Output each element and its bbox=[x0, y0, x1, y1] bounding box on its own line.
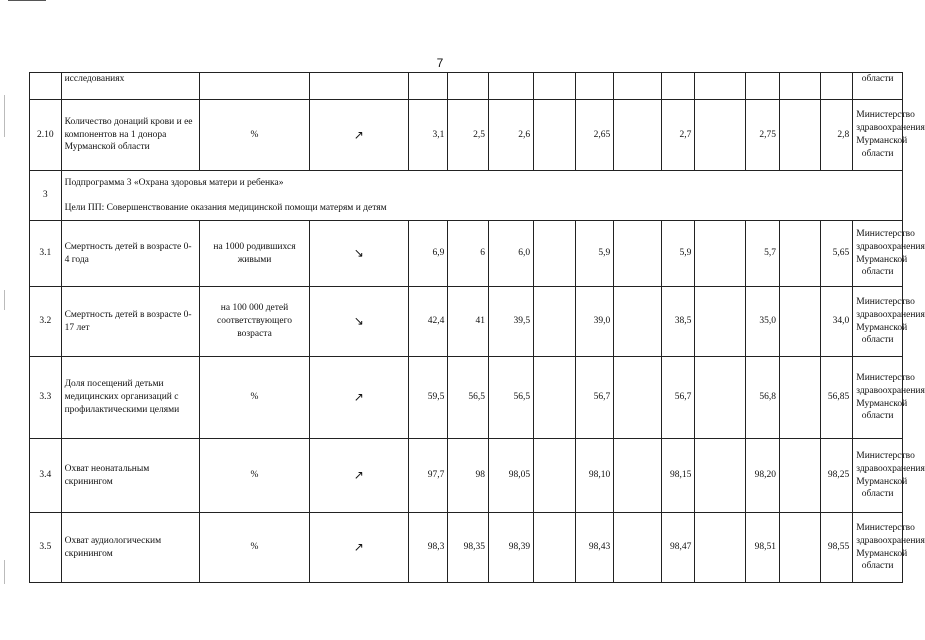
indicators-table bbox=[29, 72, 925, 583]
row-number-cell: 3.2 bbox=[30, 287, 62, 357]
value-cell: 2,6 bbox=[489, 100, 534, 171]
value-cell: 35,0 bbox=[746, 287, 780, 357]
value-cell bbox=[534, 100, 576, 171]
value-cell: 98,47 bbox=[661, 513, 695, 583]
row-number-cell: 3.1 bbox=[30, 221, 62, 287]
value-cell bbox=[695, 221, 746, 287]
value-cell: 5,65 bbox=[820, 221, 853, 287]
value-cell: 56,7 bbox=[661, 357, 695, 439]
value-cell bbox=[779, 513, 820, 583]
value-cell: 5,7 bbox=[746, 221, 780, 287]
indicator-name-cell: Количество донаций крови и ее компонентов на 1 донора Мурманской области bbox=[61, 100, 200, 171]
value-cell: 98,25 bbox=[820, 439, 853, 513]
page-number: 7 bbox=[436, 56, 444, 70]
value-cell bbox=[614, 357, 661, 439]
scan-mark-top bbox=[8, 0, 46, 1]
table-row bbox=[30, 73, 903, 100]
trend-cell bbox=[309, 287, 408, 357]
value-cell: 56,5 bbox=[448, 357, 489, 439]
unit-cell: % bbox=[200, 513, 309, 583]
value-cell bbox=[534, 513, 576, 583]
indicator-name-cell: Доля посещений детьми медицинских организаций с профилактическими целями bbox=[61, 357, 200, 439]
value-cell: 98,15 bbox=[661, 439, 695, 513]
value-cell bbox=[695, 100, 746, 171]
value-cell bbox=[614, 513, 661, 583]
value-cell: 56,8 bbox=[746, 357, 780, 439]
scan-edge-mark bbox=[4, 290, 5, 310]
value-cell bbox=[779, 221, 820, 287]
value-cell: 34,0 bbox=[820, 287, 853, 357]
subprogram-row bbox=[30, 171, 903, 221]
value-cell bbox=[534, 439, 576, 513]
value-cell: 5,9 bbox=[661, 221, 695, 287]
responsible-cell: Министерство здравоохранения Мурманской области bbox=[853, 100, 903, 171]
value-cell bbox=[614, 100, 661, 171]
unit-cell: % bbox=[200, 100, 309, 171]
row-number-cell: 2.10 bbox=[30, 100, 62, 171]
scan-edge-mark bbox=[4, 560, 5, 584]
row-number-cell: 3.5 bbox=[30, 513, 62, 583]
value-cell: 6 bbox=[448, 221, 489, 287]
value-cell bbox=[695, 357, 746, 439]
indicator-name-cell: Охват аудиологическим скринингом bbox=[61, 513, 200, 583]
scan-edge-mark bbox=[4, 95, 5, 137]
value-cell bbox=[534, 287, 576, 357]
indicator-name-cell: Охват неонатальным скринингом bbox=[61, 439, 200, 513]
value-cell: 98,43 bbox=[575, 513, 613, 583]
table-row bbox=[30, 221, 903, 287]
value-cell bbox=[695, 287, 746, 357]
arrow-up-right-icon: ↗ bbox=[353, 540, 364, 555]
value-cell bbox=[695, 513, 746, 583]
subprogram-number: 3 bbox=[30, 171, 62, 221]
responsible-cell: Министерство здравоохранения Мурманской области bbox=[853, 513, 903, 583]
value-cell: 39,0 bbox=[575, 287, 613, 357]
arrow-up-right-icon: ↗ bbox=[353, 468, 364, 483]
value-cell: 98,51 bbox=[746, 513, 780, 583]
table-row bbox=[30, 513, 903, 583]
responsible-cell: Министерство здравоохранения Мурманской области bbox=[853, 439, 903, 513]
value-cell bbox=[779, 439, 820, 513]
unit-cell: % bbox=[200, 357, 309, 439]
value-cell bbox=[614, 439, 661, 513]
responsible-cell: Министерство здравоохранения Мурманской области bbox=[853, 357, 903, 439]
value-cell bbox=[534, 221, 576, 287]
row-number-cell: 3.4 bbox=[30, 439, 62, 513]
value-cell bbox=[779, 357, 820, 439]
trend-cell bbox=[309, 513, 408, 583]
value-cell: 5,9 bbox=[575, 221, 613, 287]
indicator-name-cell: Смертность детей в возрасте 0-17 лет bbox=[61, 287, 200, 357]
table-row bbox=[30, 287, 903, 357]
table-row bbox=[30, 357, 903, 439]
subprogram-goal: Цели ПП: Совершенствование оказания медицинской помощи матерям и детям bbox=[64, 202, 387, 213]
value-cell: 39,5 bbox=[489, 287, 534, 357]
table-row bbox=[30, 100, 903, 171]
value-cell: 98,3 bbox=[408, 513, 447, 583]
unit-cell: на 1000 родившихся живыми bbox=[200, 221, 309, 287]
value-cell: 98 bbox=[448, 439, 489, 513]
responsible-cell: Министерство здравоохранения Мурманской области bbox=[853, 287, 903, 357]
value-cell: 2,75 bbox=[746, 100, 780, 171]
indicator-name-cell: исследованиях bbox=[61, 73, 200, 100]
value-cell bbox=[779, 287, 820, 357]
subprogram-title: Подпрограмма 3 «Охрана здоровья матери и ребенка» bbox=[64, 177, 284, 188]
value-cell bbox=[614, 221, 661, 287]
unit-cell: на 100 000 детей соответствующего возраста bbox=[200, 287, 309, 357]
table-row bbox=[30, 439, 903, 513]
value-cell: 56,5 bbox=[489, 357, 534, 439]
value-cell: 98,35 bbox=[448, 513, 489, 583]
unit-cell: % bbox=[200, 439, 309, 513]
value-cell: 98,05 bbox=[489, 439, 534, 513]
value-cell bbox=[695, 439, 746, 513]
trend-cell bbox=[309, 100, 408, 171]
trend-cell bbox=[309, 439, 408, 513]
value-cell bbox=[779, 100, 820, 171]
value-cell: 98,39 bbox=[489, 513, 534, 583]
value-cell: 98,20 bbox=[746, 439, 780, 513]
value-cell: 2,5 bbox=[448, 100, 489, 171]
value-cell: 2,65 bbox=[575, 100, 613, 171]
responsible-cell: области bbox=[853, 73, 903, 100]
value-cell: 97,7 bbox=[408, 439, 447, 513]
value-cell: 2,7 bbox=[661, 100, 695, 171]
arrow-down-right-icon: ↘ bbox=[353, 314, 364, 329]
value-cell bbox=[534, 357, 576, 439]
value-cell: 38,5 bbox=[661, 287, 695, 357]
value-cell: 59,5 bbox=[408, 357, 447, 439]
value-cell: 6,9 bbox=[408, 221, 447, 287]
responsible-cell: Министерство здравоохранения Мурманской области bbox=[853, 221, 903, 287]
row-number-cell bbox=[30, 73, 62, 100]
trend-cell bbox=[309, 221, 408, 287]
value-cell: 56,7 bbox=[575, 357, 613, 439]
arrow-up-right-icon: ↗ bbox=[353, 390, 364, 405]
value-cell: 2,8 bbox=[820, 100, 853, 171]
indicator-name-cell: Смертность детей в возрасте 0-4 года bbox=[61, 221, 200, 287]
value-cell: 6,0 bbox=[489, 221, 534, 287]
arrow-down-right-icon: ↘ bbox=[353, 246, 364, 261]
value-cell: 98,55 bbox=[820, 513, 853, 583]
value-cell bbox=[614, 287, 661, 357]
subprogram-cell bbox=[61, 171, 902, 221]
value-cell: 3,1 bbox=[408, 100, 447, 171]
value-cell: 41 bbox=[448, 287, 489, 357]
value-cell: 56,85 bbox=[820, 357, 853, 439]
value-cell: 98,10 bbox=[575, 439, 613, 513]
value-cell: 42,4 bbox=[408, 287, 447, 357]
trend-cell bbox=[309, 357, 408, 439]
arrow-up-right-icon: ↗ bbox=[353, 127, 364, 142]
row-number-cell: 3.3 bbox=[30, 357, 62, 439]
